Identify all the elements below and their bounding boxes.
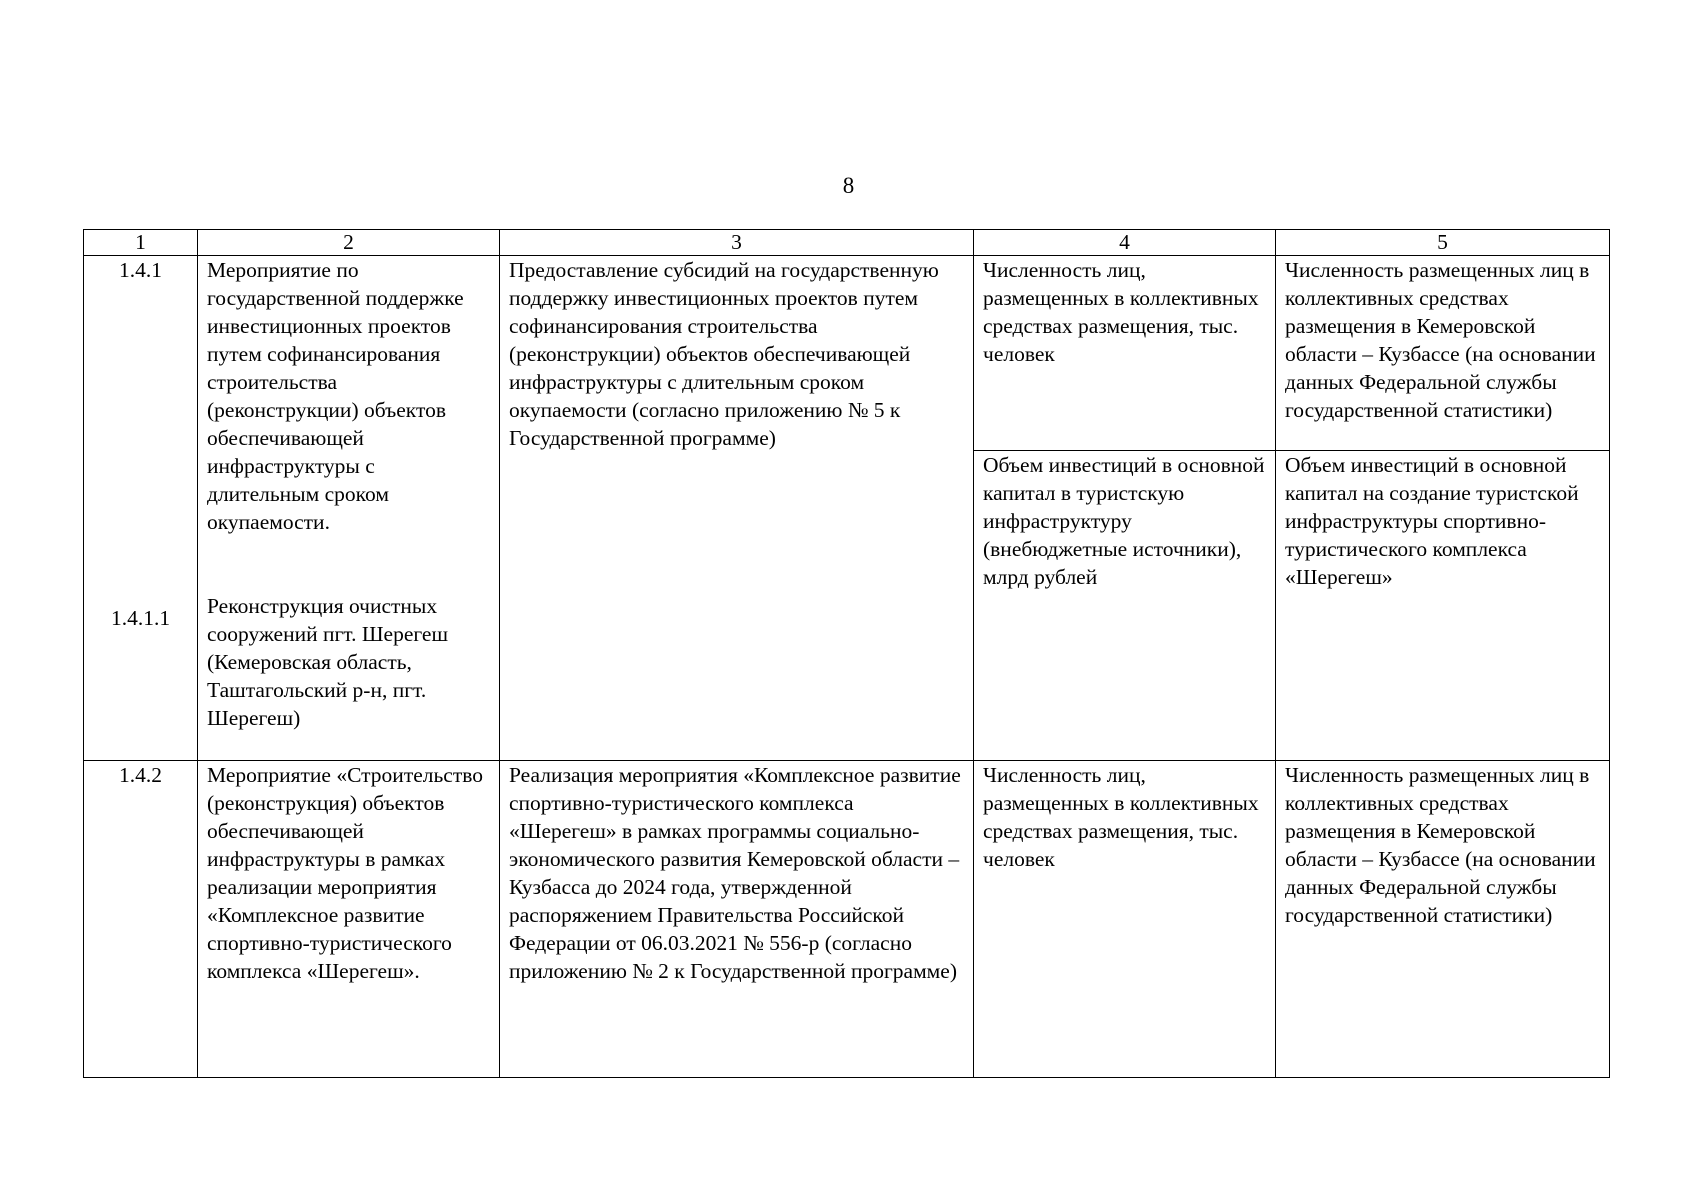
event-text: Мероприятие по государственной поддержке инвестиционных проектов путем софинансирования строительства (реконструкции) объектов обеспечивающей инфраструктуры с длительным сроком окупаемости. [207,258,464,534]
event-cell [198,761,500,1078]
description-cell [500,761,974,1078]
indicator-detail-cell [1276,256,1610,451]
column-header: 1 [84,230,198,256]
indicator-text: Объем инвестиций в основной капитал в туристскую инфраструктуру (внебюджетные источники), млрд рублей [983,453,1265,589]
table-header-row [84,230,1610,256]
column-header: 4 [974,230,1276,256]
row-number-cell [84,761,198,1078]
indicator-cell [974,451,1276,761]
indicator-detail-text: Объем инвестиций в основной капитал на создание туристской инфраструктуры спортивно-туристического комплекса «Шерегеш» [1285,453,1579,589]
description-text: Предоставление субсидий на государственную поддержку инвестиционных проектов путем софинансирования строительства (реконструкции) объектов обеспечивающей инфраструктуры с длительным сроком окупаемости (согласно приложению № 5 к Государственной программе) [509,258,939,450]
row-number: 1.4.1 [119,258,162,282]
description-cell [500,256,974,761]
table-row [84,256,1610,451]
measures-table [83,229,1610,1078]
page-number: 8 [842,173,855,198]
indicator-cell [974,256,1276,451]
indicator-detail-text: Численность размещенных лиц в коллективных средствах размещения в Кемеровской области – Кузбассе (на основании данных Федеральной службы государственной статистики) [1285,763,1596,927]
column-header: 2 [198,230,500,256]
indicator-detail-cell [1276,451,1610,761]
indicator-detail-text: Численность размещенных лиц в коллективных средствах размещения в Кемеровской области – Кузбассе (на основании данных Федеральной службы государственной статистики) [1285,258,1596,422]
column-header: 5 [1276,230,1610,256]
sub-row-number: 1.4.1.1 [110,606,171,630]
column-header: 3 [500,230,974,256]
row-number-cell [84,256,198,761]
event-text: Мероприятие «Строительство (реконструкция) объектов обеспечивающей инфраструктуры в рамках реализации мероприятия «Комплексное развитие спортивно-туристического комплекса «Шерегеш». [207,763,483,983]
indicator-cell [974,761,1276,1078]
sub-event-text: Реконструкция очистных сооружений пгт. Шерегеш (Кемеровская область, Таштагольский р-н, пгт. Шерегеш) [207,594,448,730]
description-text: Реализация мероприятия «Комплексное развитие спортивно-туристического комплекса «Шерегеш» в рамках программы социально-экономического развития Кемеровской области – Кузбасса до 2024 года, утвержденной распоряжением Правительства Российской Федерации от 06.03.2021 № 556-р (согласно приложению № 2 к Государственной программе) [509,763,961,983]
indicator-text: Численность лиц, размещенных в коллективных средствах размещения, тыс. человек [983,258,1259,366]
table-row [84,761,1610,1078]
indicator-text: Численность лиц, размещенных в коллективных средствах размещения, тыс. человек [983,763,1259,871]
row-number: 1.4.2 [119,763,162,787]
event-cell [198,256,500,761]
indicator-detail-cell [1276,761,1610,1078]
